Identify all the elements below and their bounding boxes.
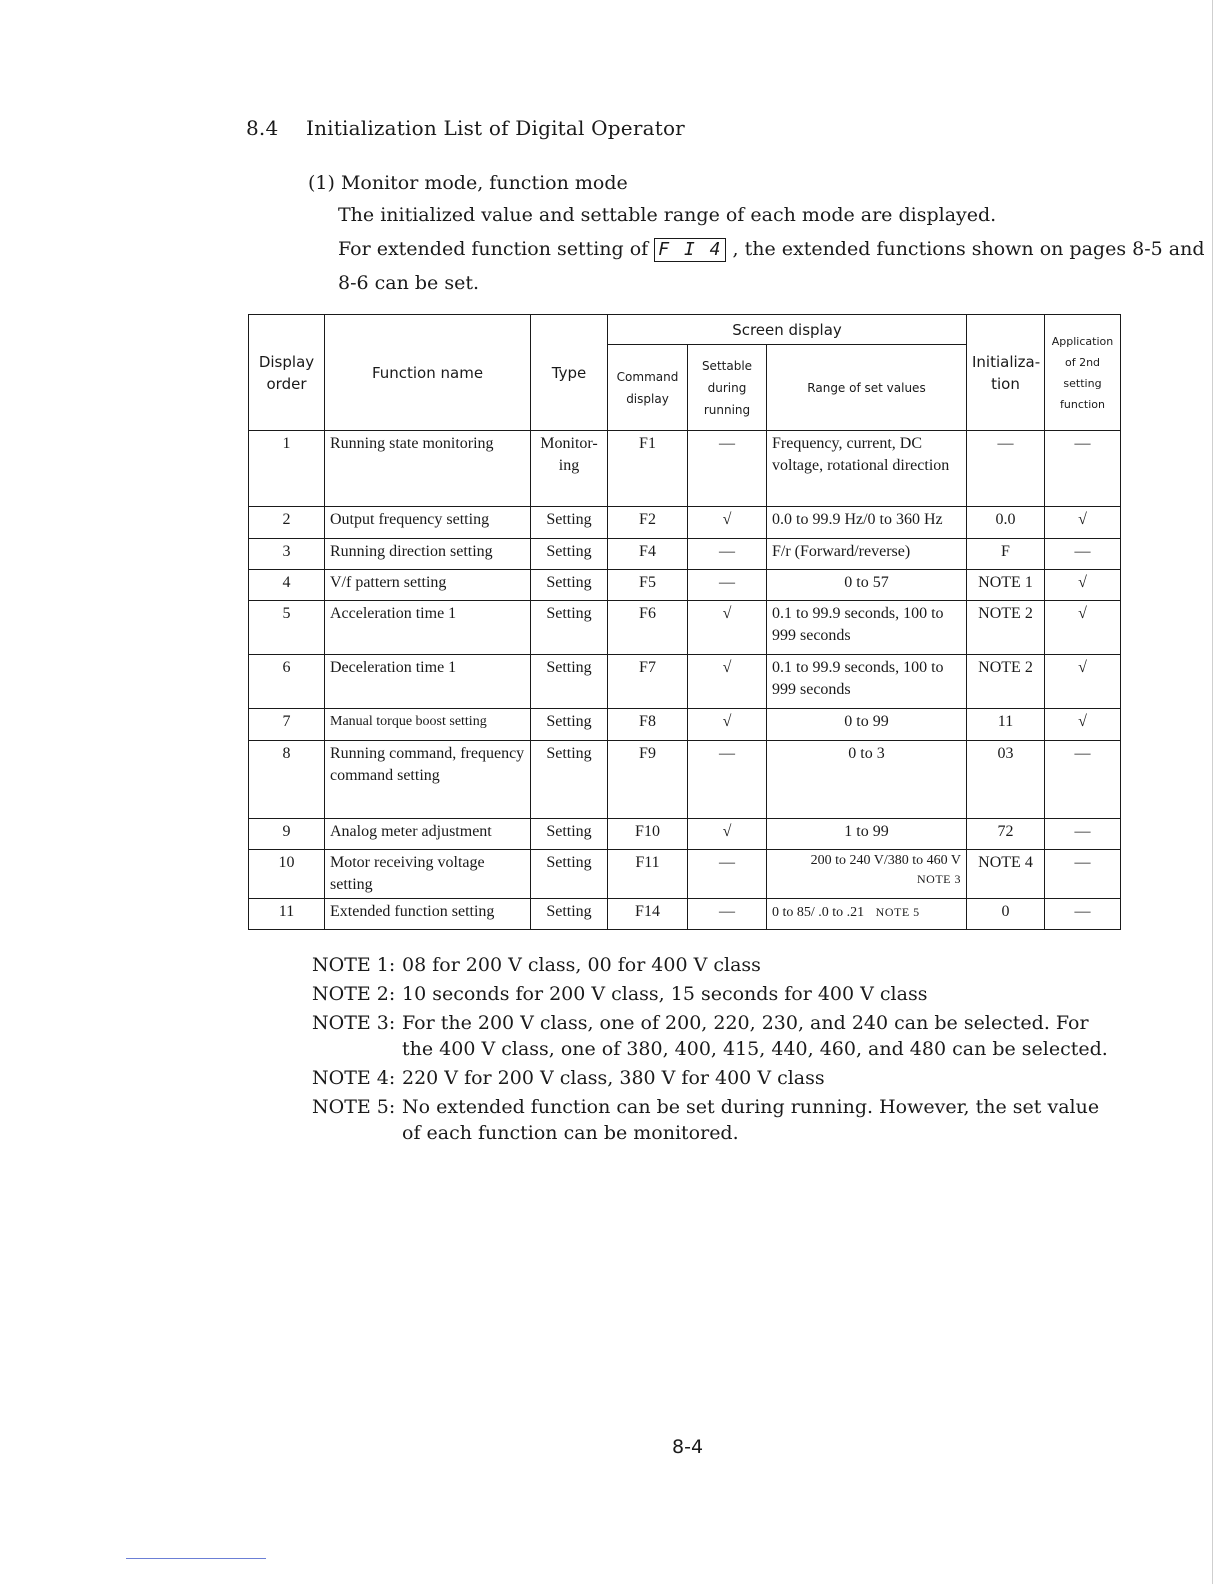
note-label: NOTE 1:	[312, 954, 396, 976]
cell-initial-value: 0.0	[967, 507, 1045, 539]
cell-order: 4	[249, 570, 325, 601]
cell-type: Setting	[531, 601, 608, 655]
cell-application: —	[1045, 850, 1121, 899]
cell-settable: √	[688, 819, 767, 850]
note-text: For the 200 V class, one of 200, 220, 230, and 240 can be selected. For the 400 V class, one of 380, 400, 415, 440, 460, and 480 can be selected.	[402, 1012, 1108, 1060]
cell-order: 9	[249, 819, 325, 850]
cell-range: 1 to 99	[767, 819, 967, 850]
table-row	[249, 709, 1121, 741]
notes-block	[312, 952, 1112, 1149]
header-type: Type	[531, 315, 608, 431]
cell-range: F/r (Forward/reverse)	[767, 539, 967, 570]
cell-initial-value: 72	[967, 819, 1045, 850]
cell-command: F11	[608, 850, 688, 899]
cell-range: 0 to 57	[767, 570, 967, 601]
table-row	[249, 899, 1121, 930]
cell-type: Setting	[531, 655, 608, 709]
cell-range-text: 0 to 85/ .0 to .21	[772, 905, 865, 920]
header-application: Application of 2nd setting function	[1045, 315, 1121, 431]
scan-edge-line	[1212, 0, 1213, 1584]
cell-command: F1	[608, 431, 688, 507]
header-screen-display: Screen display	[608, 315, 967, 345]
cell-range: 0.1 to 99.9 seconds, 100 to 999 seconds	[767, 601, 967, 655]
cell-type: Setting	[531, 850, 608, 899]
cell-type: Setting	[531, 899, 608, 930]
note-label: NOTE 4:	[312, 1067, 396, 1089]
cell-range: Frequency, current, DC voltage, rotational direction	[767, 431, 967, 507]
cell-command: F9	[608, 741, 688, 819]
cell-command: F4	[608, 539, 688, 570]
cell-function-name: Acceleration time 1	[325, 601, 531, 655]
table-row	[249, 507, 1121, 539]
note-2	[312, 981, 1112, 1007]
cell-function-name: Running direction setting	[325, 539, 531, 570]
intro-line-3: 8-6 can be set.	[338, 272, 479, 294]
cell-range: 0.0 to 99.9 Hz/0 to 360 Hz	[767, 507, 967, 539]
cell-initial-value: NOTE 2	[967, 601, 1045, 655]
cell-function-name: Output frequency setting	[325, 507, 531, 539]
cell-initial-value: NOTE 4	[967, 850, 1045, 899]
intro-subhead: (1) Monitor mode, function mode	[308, 172, 628, 194]
cell-range: 0 to 3	[767, 741, 967, 819]
note-1	[312, 952, 1112, 978]
note-3	[312, 1010, 1112, 1062]
cell-initial-value: 11	[967, 709, 1045, 741]
cell-application: √	[1045, 709, 1121, 741]
cell-initial-value: 0	[967, 899, 1045, 930]
cell-application: —	[1045, 899, 1121, 930]
cell-range-text: 200 to 240 V/380 to 460 V	[810, 853, 961, 868]
cell-type: Setting	[531, 507, 608, 539]
cell-function-name: Analog meter adjustment	[325, 819, 531, 850]
header-function-name: Function name	[325, 315, 531, 431]
cell-order: 1	[249, 431, 325, 507]
cell-settable: —	[688, 539, 767, 570]
table-row	[249, 850, 1121, 899]
table-row	[249, 741, 1121, 819]
cell-range-note: NOTE 3	[917, 872, 961, 886]
intro-line-2	[338, 238, 1204, 262]
cell-settable: √	[688, 709, 767, 741]
table-row	[249, 819, 1121, 850]
table-row	[249, 570, 1121, 601]
cell-command: F7	[608, 655, 688, 709]
cell-application: √	[1045, 507, 1121, 539]
note-5	[312, 1094, 1112, 1146]
cell-application: —	[1045, 741, 1121, 819]
page-number: 8-4	[672, 1436, 704, 1458]
extended-function-code: F I 4	[654, 238, 726, 262]
header-command-display: Command display	[608, 345, 688, 431]
header-range: Range of set values	[767, 345, 967, 431]
table-row	[249, 431, 1121, 507]
cell-settable: √	[688, 507, 767, 539]
cell-application: —	[1045, 431, 1121, 507]
cell-order: 6	[249, 655, 325, 709]
note-text: 220 V for 200 V class, 380 V for 400 V class	[402, 1067, 825, 1089]
cell-initial-value: 03	[967, 741, 1045, 819]
intro-line-2-after: , the extended functions shown on pages 8-5 and	[732, 238, 1205, 260]
cell-settable: —	[688, 899, 767, 930]
cell-settable: —	[688, 741, 767, 819]
cell-type: Setting	[531, 741, 608, 819]
cell-function-name: Manual torque boost setting	[325, 709, 531, 741]
table-row	[249, 539, 1121, 570]
note-label: NOTE 3:	[312, 1012, 396, 1034]
cell-settable: √	[688, 601, 767, 655]
table-row	[249, 655, 1121, 709]
header-initialization: Initializa- tion	[967, 315, 1045, 431]
cell-range	[767, 899, 967, 930]
cell-order: 5	[249, 601, 325, 655]
cell-command: F14	[608, 899, 688, 930]
note-label: NOTE 5:	[312, 1096, 396, 1118]
note-text: 08 for 200 V class, 00 for 400 V class	[402, 954, 761, 976]
header-display-order: Display order	[249, 315, 325, 431]
cell-initial-value: —	[967, 431, 1045, 507]
note-text: No extended function can be set during running. However, the set value of each function can be monitored.	[402, 1096, 1100, 1144]
intro-line-2-before: For extended function setting of	[338, 238, 649, 260]
cell-range: 0 to 99	[767, 709, 967, 741]
cell-settable: —	[688, 431, 767, 507]
note-label: NOTE 2:	[312, 983, 396, 1005]
cell-order: 8	[249, 741, 325, 819]
cell-range	[767, 850, 967, 899]
cell-range-note: NOTE 5	[875, 905, 920, 919]
cell-command: F10	[608, 819, 688, 850]
cell-function-name: Extended function setting	[325, 899, 531, 930]
cell-type: Setting	[531, 819, 608, 850]
cell-type: Setting	[531, 709, 608, 741]
cell-application: —	[1045, 819, 1121, 850]
cell-function-name: Running command, frequency command setting	[325, 741, 531, 819]
table-row	[249, 601, 1121, 655]
cell-order: 7	[249, 709, 325, 741]
intro-line-1: The initialized value and settable range of each mode are displayed.	[338, 204, 997, 226]
cell-application: √	[1045, 601, 1121, 655]
cell-order: 2	[249, 507, 325, 539]
cell-order: 10	[249, 850, 325, 899]
header-settable-during-running: Settable during running	[688, 345, 767, 431]
footer-rule	[126, 1558, 266, 1559]
cell-application: √	[1045, 570, 1121, 601]
note-4	[312, 1065, 1112, 1091]
cell-application: —	[1045, 539, 1121, 570]
cell-initial-value: NOTE 2	[967, 655, 1045, 709]
note-text: 10 seconds for 200 V class, 15 seconds for 400 V class	[402, 983, 928, 1005]
section-heading	[246, 116, 685, 140]
cell-command: F8	[608, 709, 688, 741]
cell-function-name: Motor receiving voltage setting	[325, 850, 531, 899]
cell-initial-value: NOTE 1	[967, 570, 1045, 601]
cell-type: Monitor- ing	[531, 431, 608, 507]
cell-function-name: Running state monitoring	[325, 431, 531, 507]
cell-command: F6	[608, 601, 688, 655]
cell-type: Setting	[531, 539, 608, 570]
cell-command: F5	[608, 570, 688, 601]
cell-order: 11	[249, 899, 325, 930]
section-title: Initialization List of Digital Operator	[306, 116, 685, 140]
cell-function-name: V/f pattern setting	[325, 570, 531, 601]
cell-settable: √	[688, 655, 767, 709]
cell-command: F2	[608, 507, 688, 539]
cell-order: 3	[249, 539, 325, 570]
cell-initial-value: F	[967, 539, 1045, 570]
cell-settable: —	[688, 570, 767, 601]
cell-application: √	[1045, 655, 1121, 709]
initialization-table	[248, 314, 1121, 930]
cell-type: Setting	[531, 570, 608, 601]
cell-range: 0.1 to 99.9 seconds, 100 to 999 seconds	[767, 655, 967, 709]
section-number: 8.4	[246, 116, 279, 140]
cell-function-name: Deceleration time 1	[325, 655, 531, 709]
cell-settable: —	[688, 850, 767, 899]
